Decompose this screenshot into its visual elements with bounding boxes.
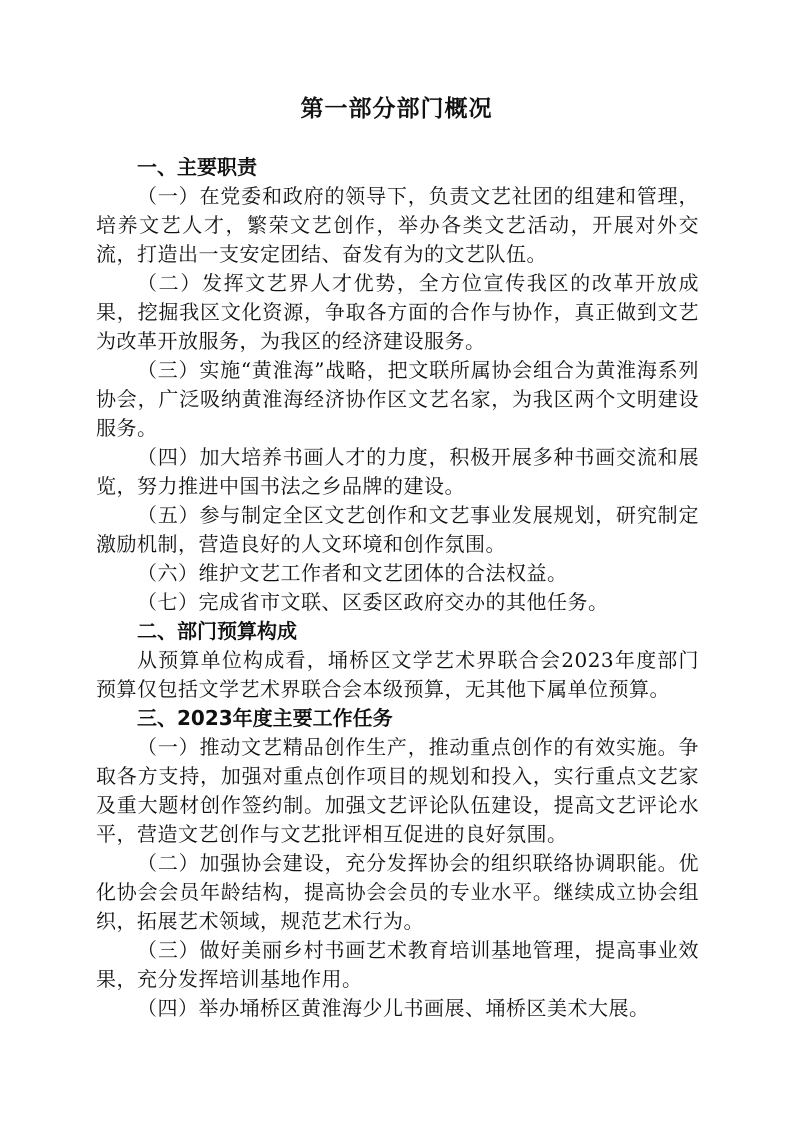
paragraph: （七）完成省市文联、区委区政府交办的其他任务。 bbox=[137, 590, 609, 614]
page-title: 第一部分部门概况 bbox=[300, 96, 493, 122]
paragraph: （一）在党委和政府的领导下，负责文艺社团的组建和管理，培养文艺人才，繁荣文艺创作，举办各类文艺活动，开展对外交流，打造出一支安定团结、奋发有为的文艺队伍。 bbox=[96, 184, 699, 266]
section-budget-composition bbox=[96, 617, 699, 704]
paragraph: （二）发挥文艺界人才优势，全方位宣传我区的改革开放成果，挖掘我区文化资源，争取各方面的合作与协作，真正做到文艺为改革开放服务，为我区的经济建设服务。 bbox=[96, 271, 699, 353]
section-heading: 一、主要职责 bbox=[137, 155, 257, 179]
section-heading: 二、部门预算构成 bbox=[137, 619, 297, 643]
section-main-duties bbox=[96, 153, 699, 617]
paragraph: 从预算单位构成看，埇桥区文学艺术界联合会2023年度部门预算仅包括文学艺术界联合会本级预算，无其他下属单位预算。 bbox=[96, 648, 699, 701]
paragraph: （三）实施“黄淮海”战略，把文联所属协会组合为黄淮海系列协会，广泛吸纳黄淮海经济协作区文艺名家，为我区两个文明建设服务。 bbox=[96, 358, 699, 440]
paragraph: （五）参与制定全区文艺创作和文艺事业发展规划，研究制定激励机制，营造良好的人文环境和创作氛围。 bbox=[96, 503, 699, 556]
section-main-tasks bbox=[96, 704, 699, 1023]
paragraph: （二）加强协会建设，充分发挥协会的组织联络协调职能。优化协会会员年龄结构，提高协会会员的专业水平。继续成立协会组织，拓展艺术领域，规范艺术行为。 bbox=[96, 851, 699, 933]
paragraph: （四）举办埇桥区黄淮海少儿书画展、埇桥区美术大展。 bbox=[137, 996, 650, 1020]
section-heading: 三、2023年度主要工作任务 bbox=[137, 706, 393, 730]
paragraph: （六）维护文艺工作者和文艺团体的合法权益。 bbox=[137, 561, 568, 585]
paragraph: （四）加大培养书画人才的力度，积极开展多种书画交流和展览，努力推进中国书法之乡品牌的建设。 bbox=[96, 445, 699, 498]
paragraph: （一）推动文艺精品创作生产，推动重点创作的有效实施。争取各方支持，加强对重点创作项目的规划和投入，实行重点文艺家及重大题材创作签约制。加强文艺评论队伍建设，提高文艺评论水平，营造文艺创作与文艺批评相互促进的良好氛围。 bbox=[96, 735, 699, 846]
paragraph: （三）做好美丽乡村书画艺术教育培训基地管理，提高事业效果，充分发挥培训基地作用。 bbox=[96, 938, 699, 991]
document-body bbox=[96, 153, 699, 1023]
